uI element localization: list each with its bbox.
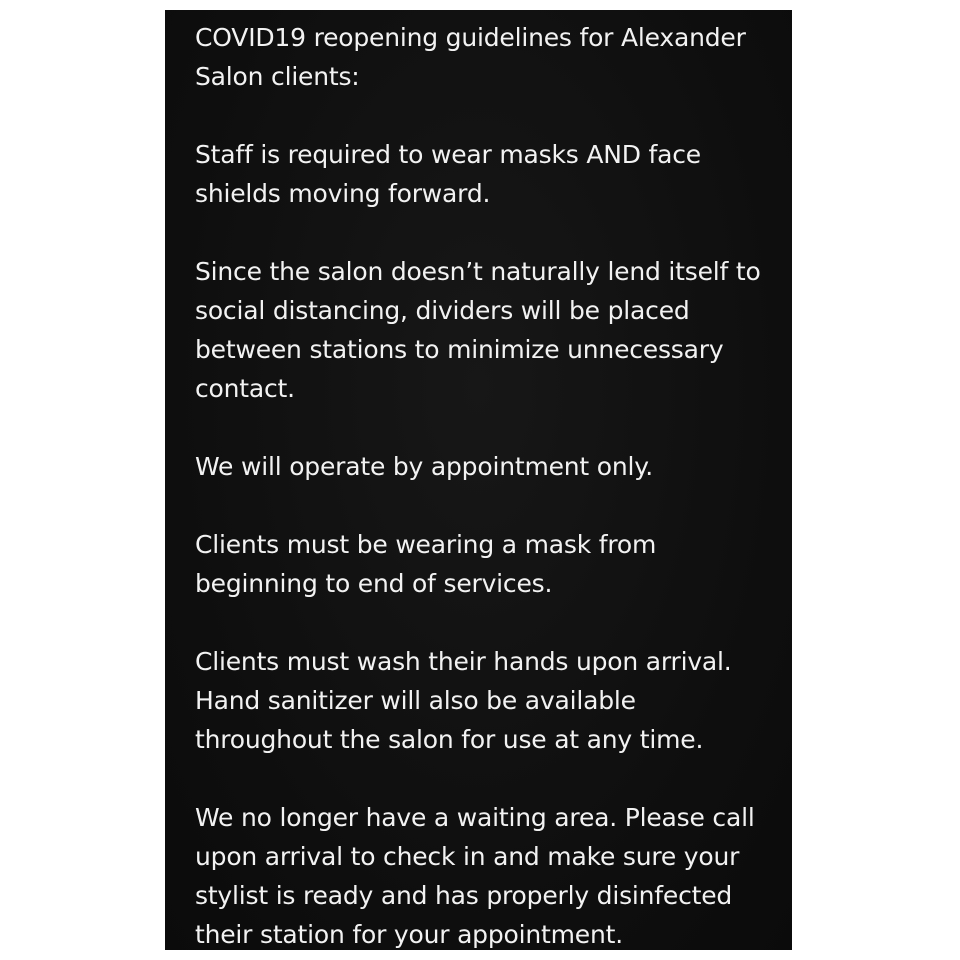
text-line: upon arrival to check in and make sure your <box>195 842 740 871</box>
text-line: Staff is required to wear masks AND face <box>195 140 701 169</box>
text-line: contact. <box>195 374 295 403</box>
text-line: We will operate by appointment only. <box>195 452 654 481</box>
paragraph-title <box>195 18 785 96</box>
paragraph-staff-masks <box>195 135 785 213</box>
paragraph-client-masks <box>195 525 785 603</box>
text-line: We no longer have a waiting area. Please call <box>195 803 755 832</box>
text-line: social distancing, dividers will be placed <box>195 296 690 325</box>
notice-panel <box>165 10 792 950</box>
text-line: COVID19 reopening guidelines for Alexander <box>195 23 746 52</box>
text-line: Clients must be wearing a mask from <box>195 530 657 559</box>
text-line: Hand sanitizer will also be available <box>195 686 636 715</box>
paragraph-dividers <box>195 252 785 408</box>
text-line: stylist is ready and has properly disinfected <box>195 881 733 910</box>
text-line: Clients must wash their hands upon arrival. <box>195 647 732 676</box>
paragraph-waiting-area <box>195 798 785 950</box>
paragraph-hand-washing <box>195 642 785 759</box>
notice-text <box>195 18 785 950</box>
text-line: throughout the salon for use at any time. <box>195 725 704 754</box>
text-line: Since the salon doesn’t naturally lend itself to <box>195 257 761 286</box>
text-line: between stations to minimize unnecessary <box>195 335 724 364</box>
text-line: shields moving forward. <box>195 179 491 208</box>
paragraph-appointment-only <box>195 447 785 486</box>
text-line: their station for your appointment. <box>195 920 623 949</box>
text-line: beginning to end of services. <box>195 569 553 598</box>
text-line: Salon clients: <box>195 62 360 91</box>
